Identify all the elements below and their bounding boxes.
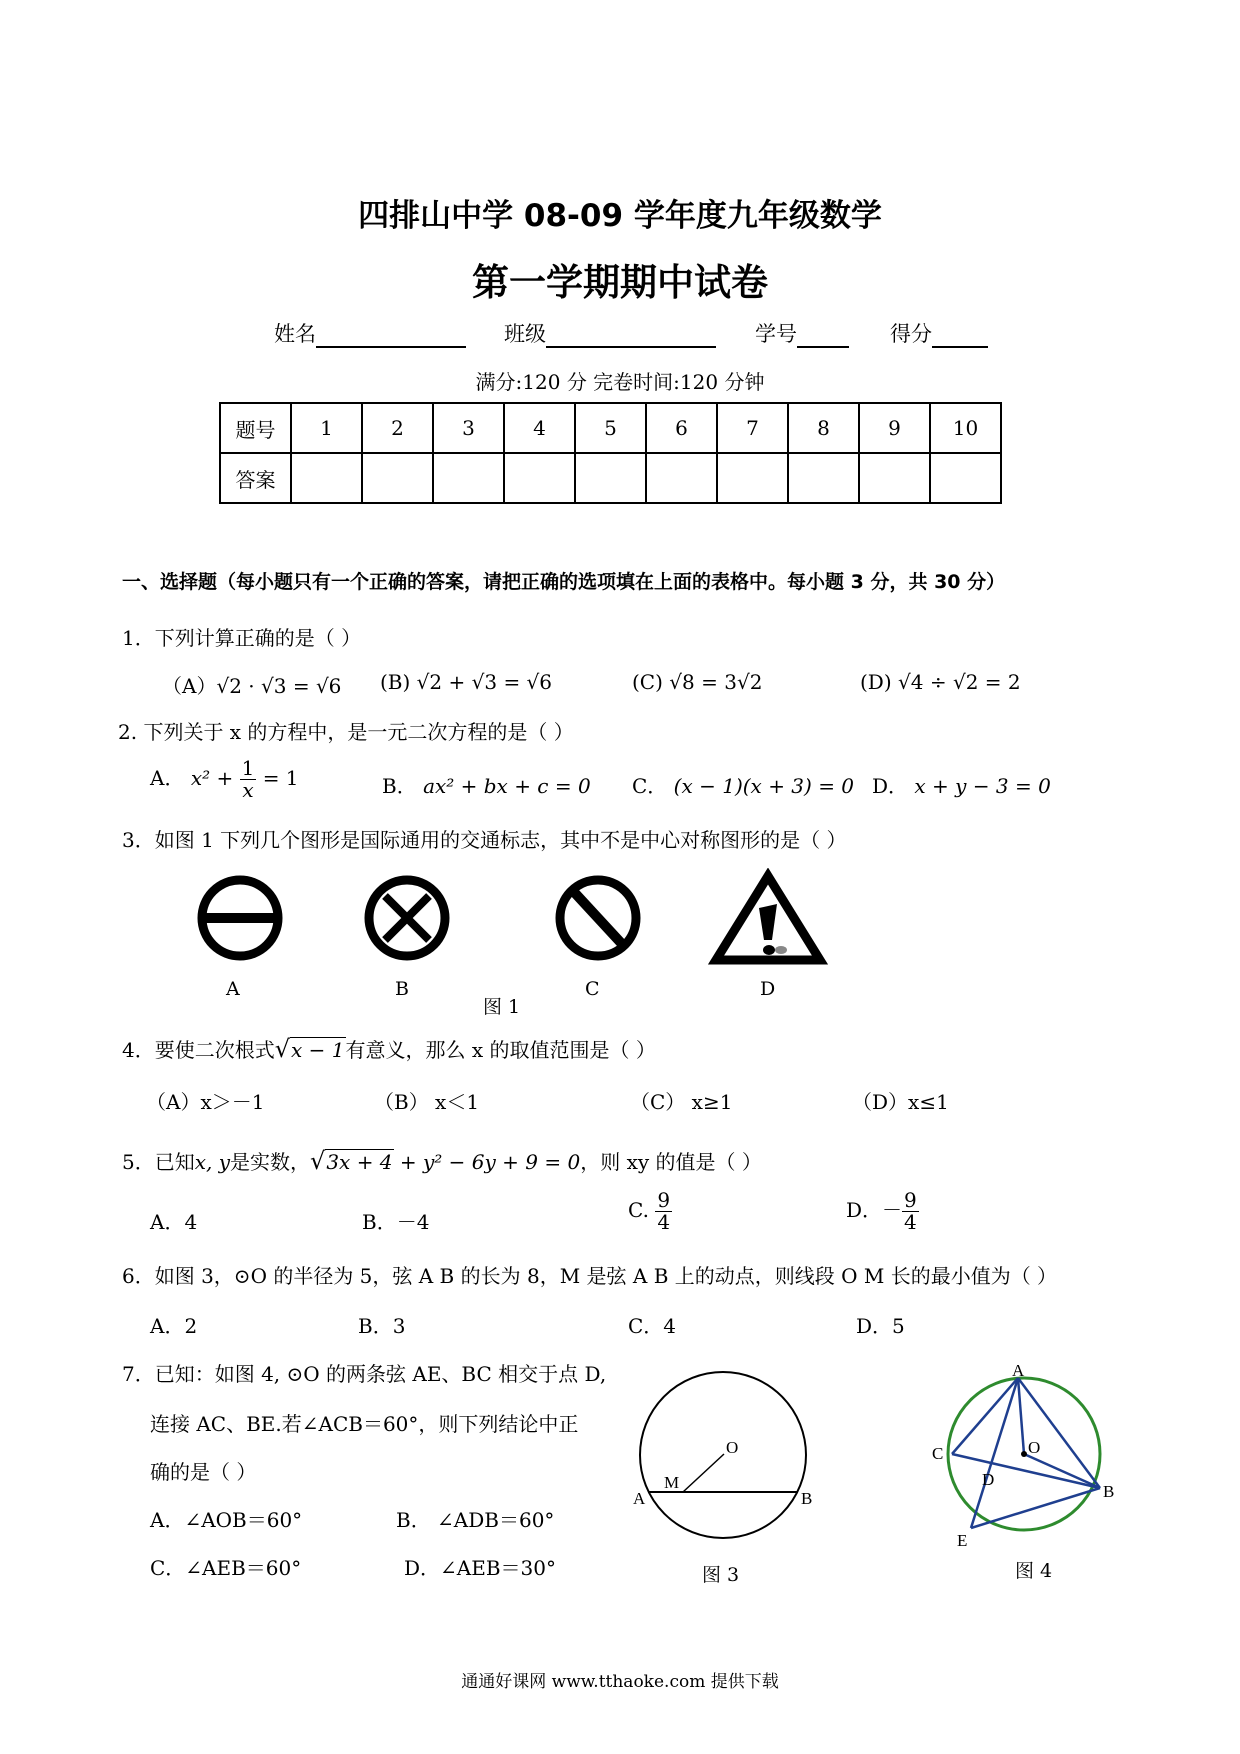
sign-c-icon — [560, 880, 636, 956]
score-label: 得分 — [890, 322, 932, 346]
fig4-label-e: E — [957, 1531, 968, 1550]
question-number-cell: 6 — [646, 403, 717, 453]
question-5-option-d: D．－ $\frac{9}{4}$ — [846, 1188, 917, 1234]
answer-table — [219, 402, 1002, 504]
question-number-cell: 7 — [717, 403, 788, 453]
answer-cell[interactable] — [788, 453, 859, 503]
fig4-label-b: B — [1103, 1482, 1115, 1501]
answer-cell[interactable] — [433, 453, 504, 503]
question-7-option-d: D．∠AEB＝30° — [404, 1556, 556, 1580]
question-2-option-b: B． ax² + bx + c = 0 — [382, 774, 591, 798]
question-5-option-c: C. $\frac{9}{4}$ — [628, 1188, 671, 1234]
question-2-option-d: D． x + y − 3 = 0 — [872, 774, 1051, 798]
sign-d-label: D — [760, 978, 776, 1000]
question-5-option-a: A．4 — [150, 1210, 198, 1234]
class-blank[interactable] — [546, 324, 716, 348]
answer-table-header-row — [220, 403, 1001, 453]
fig3-label-a: A — [633, 1489, 646, 1508]
question-1-option-b: (B) √2 + √3 = √6 — [380, 670, 553, 694]
answer-cell[interactable] — [504, 453, 575, 503]
fraction: $\frac{1}{x}$ — [241, 756, 255, 802]
question-2-option-a: A． x² + $\frac{1}{x}$ = 1 — [150, 756, 299, 802]
sign-b-label: B — [395, 978, 409, 1000]
question-4-option-b: （B） x＜1 — [374, 1090, 480, 1114]
question-4-stem: 4．要使二次根式√x − 1有意义，那么 x 的取值范围是（ ） — [122, 1035, 656, 1063]
question-6-option-d: D．5 — [856, 1314, 905, 1338]
question-1-stem: 1．下列计算正确的是（ ） — [122, 626, 362, 650]
score-field[interactable] — [890, 318, 988, 348]
fig4-center-dot — [1021, 1451, 1027, 1457]
question-7-option-c: C．∠AEB＝60° — [150, 1556, 302, 1580]
sign-a-icon — [202, 880, 278, 956]
question-5-stem: 5．已知x, y是实数，√3x + 4 + y² − 6y + 9 = 0，则 xy 的值是（ ） — [122, 1147, 762, 1175]
exam-meta: 满分:120 分 完卷时间:120 分钟 — [475, 370, 765, 394]
sign-a-label: A — [226, 978, 240, 1000]
question-7-option-a: A．∠AOB＝60° — [150, 1508, 303, 1532]
figure-3-circle-diagram — [628, 1368, 828, 1558]
question-number-cell: 4 — [504, 403, 575, 453]
sign-c-label: C — [585, 978, 600, 1000]
score-blank[interactable] — [932, 324, 988, 348]
answer-cell[interactable] — [859, 453, 930, 503]
class-field[interactable] — [504, 318, 716, 348]
question-6-stem: 6．如图 3，⊙O 的半径为 5，弦 A B 的长为 8，M 是弦 A B 上的动点，则线段 O M 长的最小值为（ ） — [122, 1264, 1058, 1288]
student-no-field[interactable] — [755, 318, 849, 348]
answer-cell[interactable] — [930, 453, 1001, 503]
question-number-cell: 5 — [575, 403, 646, 453]
question-number-cell: 2 — [362, 403, 433, 453]
question-4-option-a: （A）x＞－1 — [146, 1090, 265, 1114]
row-label-question: 题号 — [220, 403, 291, 453]
figure-1-caption: 图 1 — [483, 996, 521, 1018]
question-number-cell: 8 — [788, 403, 859, 453]
figure-4-caption: 图 4 — [1015, 1560, 1053, 1582]
traffic-signs-figure — [190, 868, 830, 968]
question-7-stem-line-3: 确的是（ ） — [150, 1460, 257, 1484]
fraction: $\frac{9}{4}$ — [904, 1188, 917, 1234]
question-2-option-c: C． (x − 1)(x + 3) = 0 — [632, 774, 855, 798]
fig4-label-o: O — [1028, 1438, 1041, 1457]
question-4-option-d: （D）x≤1 — [852, 1090, 949, 1114]
section-heading: 一、选择题（每小题只有一个正确的答案，请把正确的选项填在上面的表格中。每小题 3 分，共 30 分） — [122, 571, 1006, 593]
answer-cell[interactable] — [646, 453, 717, 503]
fig3-label-o: O — [726, 1438, 739, 1457]
answer-cell[interactable] — [575, 453, 646, 503]
name-label: 姓名 — [274, 322, 316, 346]
answer-cell[interactable] — [362, 453, 433, 503]
question-7-stem-line-2: 连接 AC、BE.若∠ACB＝60°，则下列结论中正 — [150, 1412, 579, 1436]
fraction: $\frac{9}{4}$ — [657, 1188, 671, 1234]
fig4-label-a: A — [1012, 1362, 1025, 1380]
fig4-label-d: D — [982, 1470, 995, 1489]
question-6-option-a: A．2 — [150, 1314, 198, 1338]
row-label-answer: 答案 — [220, 453, 291, 503]
question-number-cell: 10 — [930, 403, 1001, 453]
question-1-option-c: (C) √8 = 3√2 — [632, 670, 763, 694]
figure-4-circle-diagram — [922, 1362, 1122, 1552]
question-number-cell: 9 — [859, 403, 930, 453]
fig3-segment-om — [683, 1454, 724, 1492]
sign-d-icon — [716, 876, 820, 960]
question-number-cell: 1 — [291, 403, 362, 453]
answer-cell[interactable] — [717, 453, 788, 503]
student-no-label: 学号 — [755, 322, 797, 346]
question-2-stem: 2. 下列关于 x 的方程中，是一元二次方程的是（ ） — [118, 720, 574, 744]
question-number-cell: 3 — [433, 403, 504, 453]
name-blank[interactable] — [316, 324, 466, 348]
figure-3-caption: 图 3 — [702, 1564, 740, 1586]
question-1-option-a: （A）√2 · √3 = √6 — [162, 674, 342, 698]
question-6-option-b: B．3 — [358, 1314, 406, 1338]
question-7-option-b: B． ∠ADB＝60° — [396, 1508, 555, 1532]
question-3-stem: 3．如图 1 下列几个图形是国际通用的交通标志，其中不是中心对称图形的是（ ） — [122, 828, 847, 852]
class-label: 班级 — [504, 322, 546, 346]
fig3-label-m: M — [664, 1473, 680, 1492]
sign-b-icon — [369, 880, 445, 956]
fig3-label-b: B — [801, 1489, 813, 1508]
question-7-stem-line-1: 7．已知：如图 4, ⊙O 的两条弦 AE、BC 相交于点 D, — [122, 1362, 607, 1386]
fig4-label-c: C — [932, 1444, 944, 1463]
exam-subtitle: 第一学期期中试卷 — [472, 261, 768, 304]
question-5-option-b: B．－4 — [362, 1210, 430, 1234]
student-no-blank[interactable] — [797, 324, 849, 348]
question-6-option-c: C．4 — [628, 1314, 677, 1338]
name-field[interactable] — [274, 318, 466, 348]
question-1-option-d: (D) √4 ÷ √2 = 2 — [860, 670, 1021, 694]
answer-cell[interactable] — [291, 453, 362, 503]
answer-table-answer-row — [220, 453, 1001, 503]
page-footer: 通通好课网 www.tthaoke.com 提供下载 — [461, 1672, 779, 1692]
question-4-option-c: （C） x≥1 — [630, 1090, 733, 1114]
exam-title: 四排山中学 08-09 学年度九年级数学 — [358, 198, 882, 234]
